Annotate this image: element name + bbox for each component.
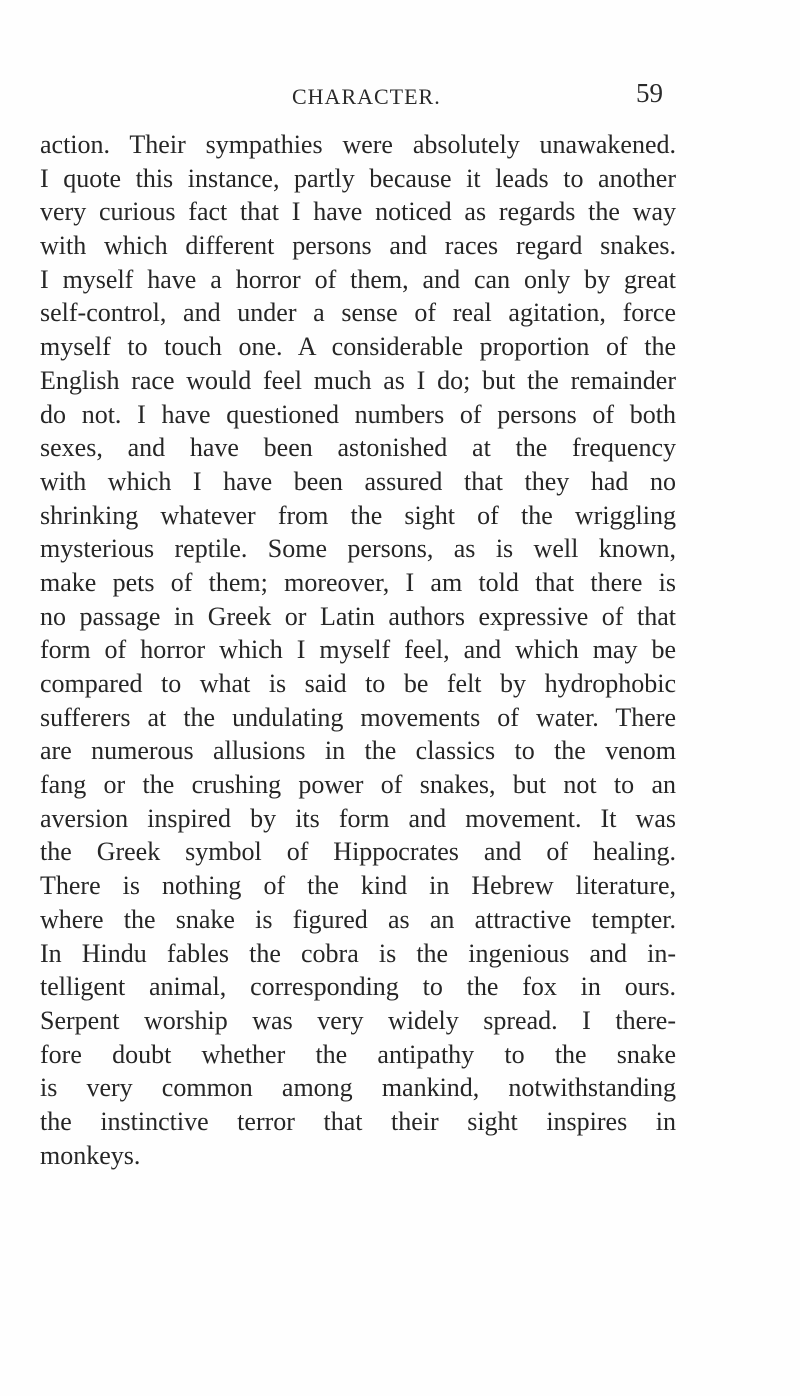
text-line: aversion inspired by its form and movement. It was [40, 803, 676, 833]
text-line: I quote this instance, partly because it leads to another [40, 163, 676, 193]
text-line: sufferers at the undulating movements of water. There [40, 702, 676, 732]
text-line: telligent animal, corresponding to the fox in ours. [40, 972, 676, 1002]
text-line: with which different persons and races regard snakes. [40, 231, 676, 261]
text-line: sexes, and have been astonished at the frequency [40, 433, 676, 463]
text-line: self-control, and under a sense of real agitation, force [40, 298, 676, 328]
text-line: with which I have been assured that they had no [40, 466, 676, 496]
text-line: mysterious reptile. Some persons, as is well known, [40, 534, 676, 564]
text-line: compared to what is said to be felt by hydrophobic [40, 669, 676, 698]
text-line: shrinking whatever from the sight of the wriggling [40, 500, 676, 530]
page-number: 59 [636, 78, 663, 108]
page-header [0, 78, 800, 114]
text-line: are numerous allusions in the classics to the venom [40, 736, 676, 766]
text-line: English race would feel much as I do; but the remainder [40, 365, 676, 395]
text-line: fang or the crushing power of snakes, but not to an [40, 770, 676, 800]
text-line: There is nothing of the kind in Hebrew literature, [40, 871, 676, 901]
running-head: CHARACTER. [292, 84, 441, 109]
text-line: form of horror which I myself feel, and which may be [40, 635, 676, 665]
text-line: make pets of them; moreover, I am told that there is [40, 567, 676, 597]
text-line: Serpent worship was very widely spread. I there- [40, 1005, 676, 1035]
text-line: where the snake is figured as an attractive tempter. [40, 904, 676, 934]
body-paragraph [40, 128, 676, 1172]
text-line: the Greek symbol of Hippocrates and of healing. [40, 837, 676, 867]
text-line: the instinctive terror that their sight inspires in [40, 1106, 676, 1136]
text-line: very curious fact that I have noticed as regards the way [40, 197, 676, 227]
text-line: is very common among mankind, notwithstanding [40, 1073, 676, 1103]
text-line: do not. I have questioned numbers of persons of both [40, 399, 676, 429]
text-line: I myself have a horror of them, and can only by great [40, 264, 676, 294]
text-line: fore doubt whether the antipathy to the snake [40, 1039, 676, 1069]
text-line: In Hindu fables the cobra is the ingenious and in- [40, 938, 676, 968]
text-line: myself to touch one. A considerable proportion of the [40, 332, 676, 362]
text-line: action. Their sympathies were absolutely unawakened. [40, 130, 676, 159]
text-line: monkeys. [40, 1140, 141, 1170]
text-line: no passage in Greek or Latin authors expressive of that [40, 601, 676, 631]
